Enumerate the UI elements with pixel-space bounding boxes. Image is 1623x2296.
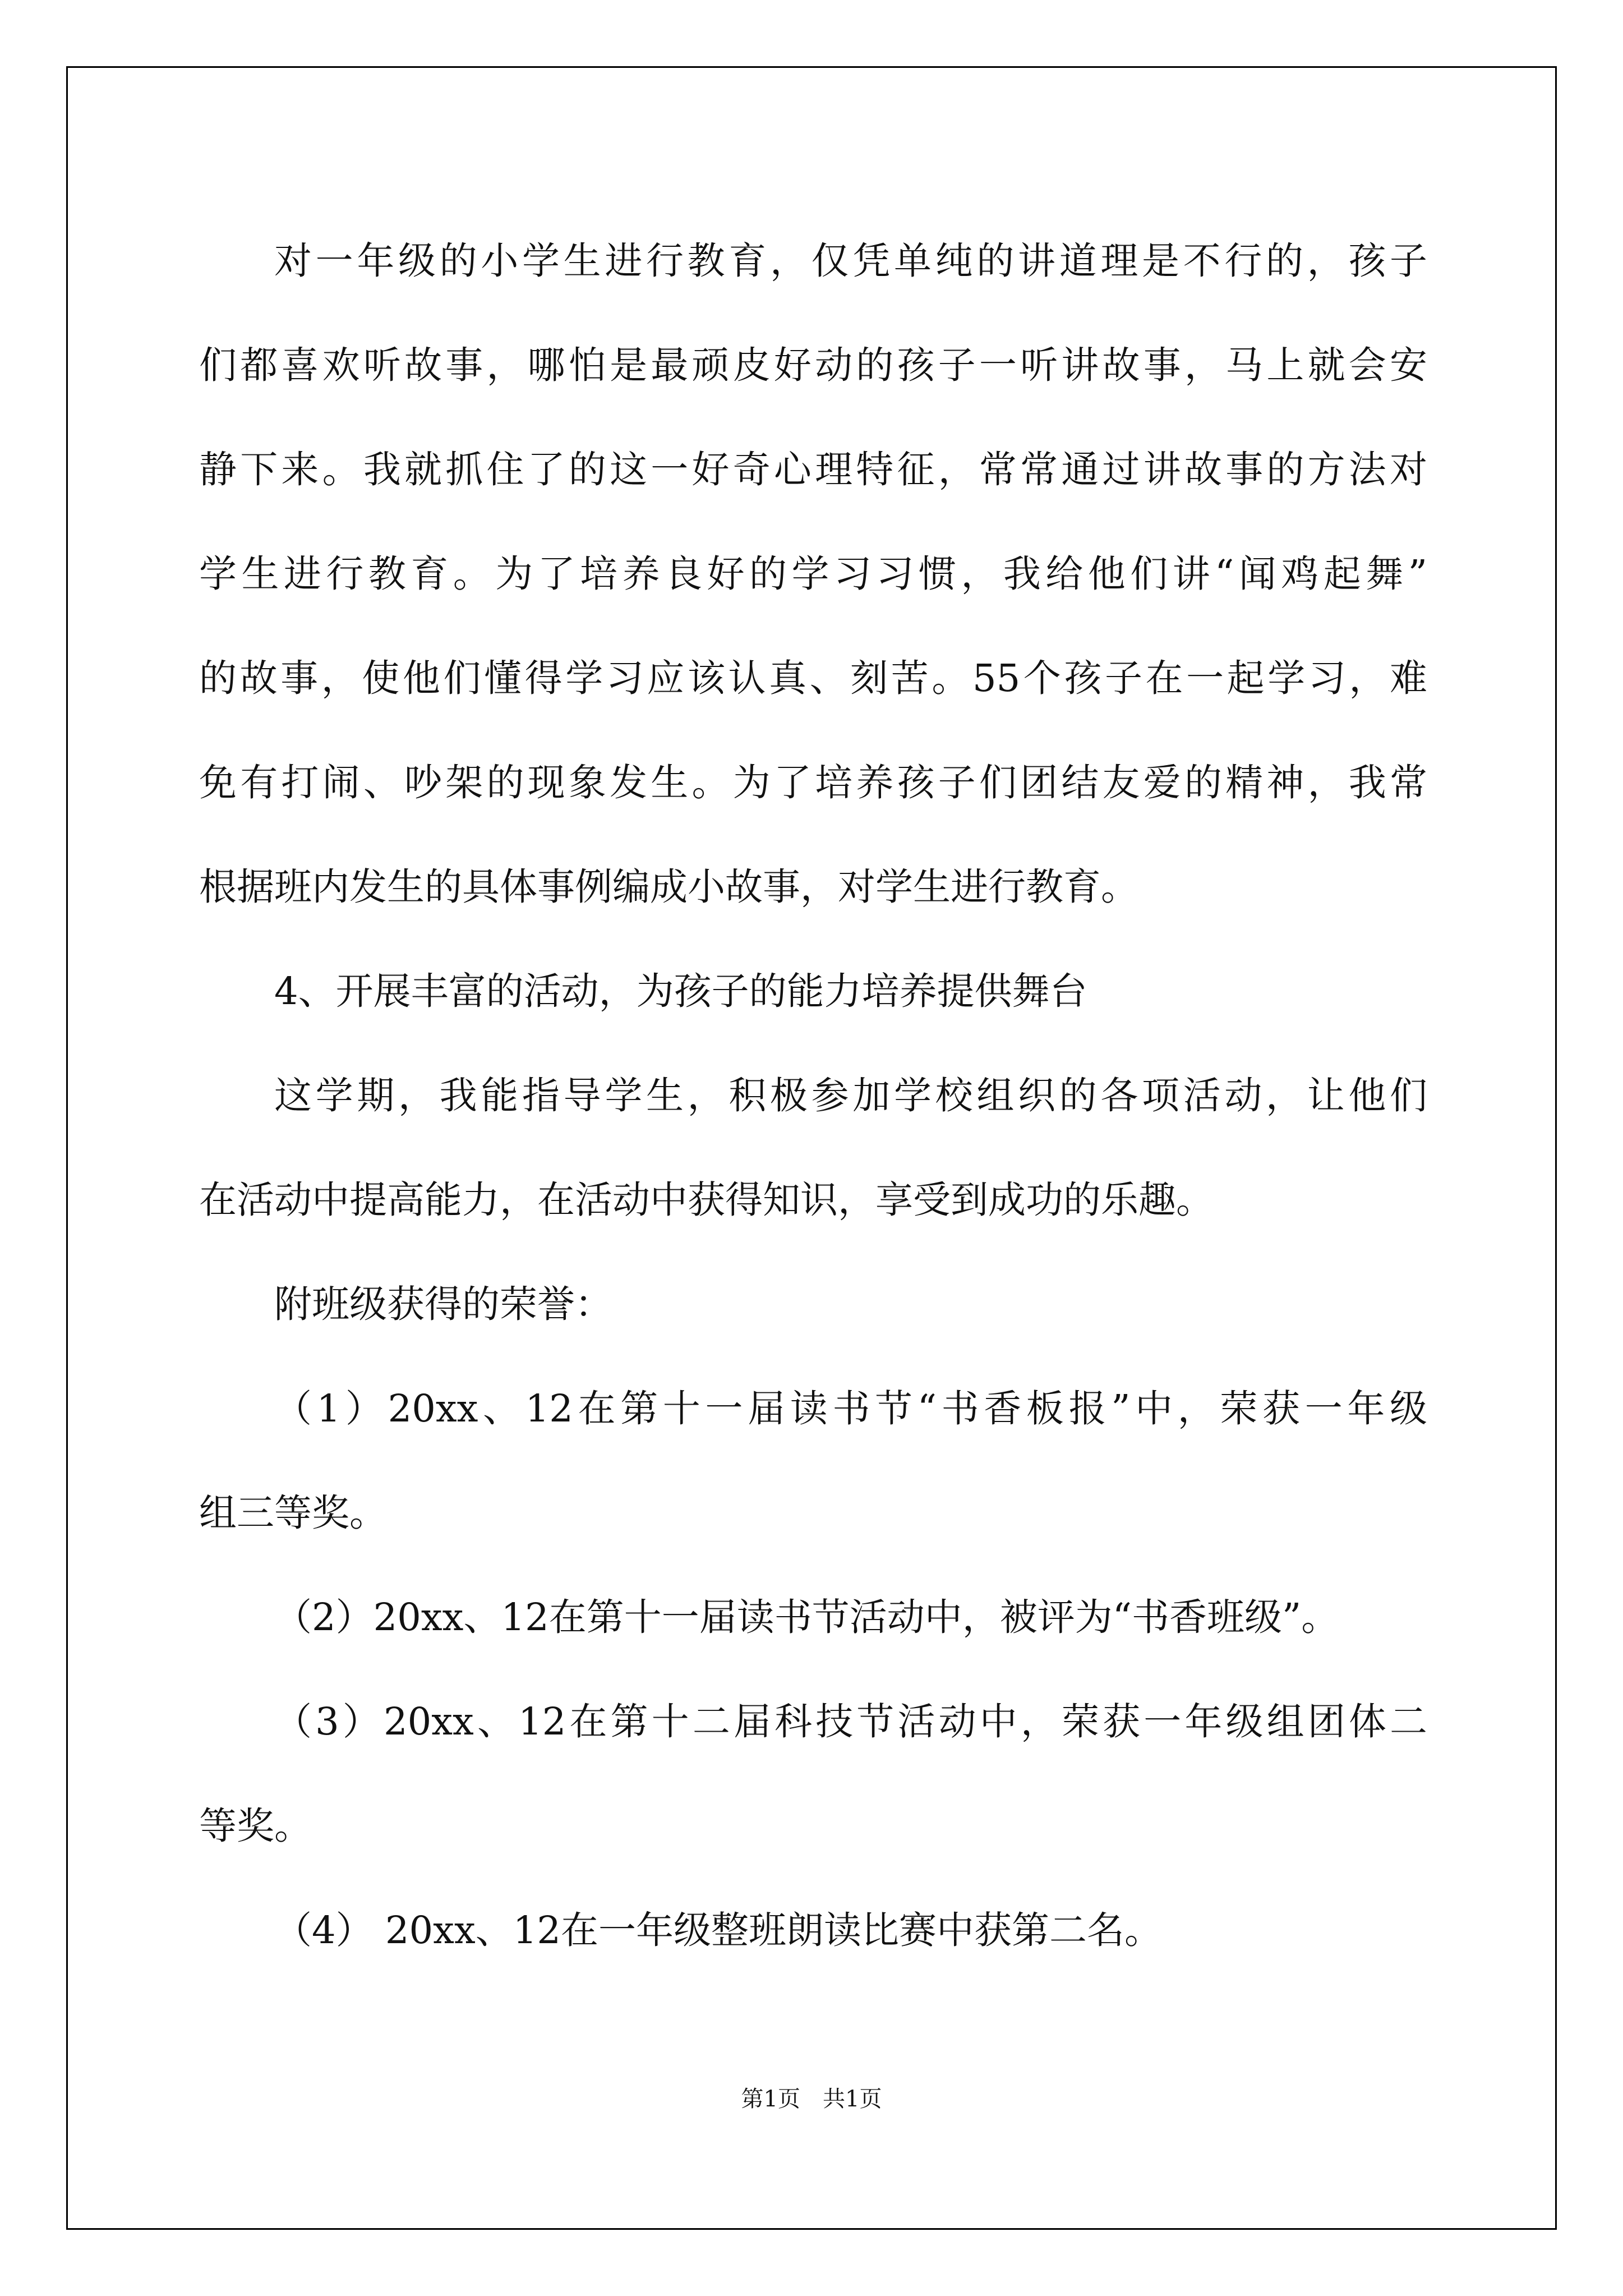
honor-item-continuation: 组三等奖。 (199, 1491, 387, 1535)
paragraph-line: 在活动中提高能力，在活动中获得知识，享受到成功的乐趣。 (199, 1178, 1214, 1222)
paragraph-line: 学生进行教育。为了培养良好的学习习惯，我给他们讲“闻鸡起舞” (199, 552, 1427, 596)
honor-item: （2）20xx、12在第十一届读书节活动中，被评为“书香班级”。 (274, 1595, 1339, 1639)
section-heading: 4、开展丰富的活动，为孩子的能力培养提供舞台 (274, 969, 1087, 1013)
paragraph-line: 对一年级的小学生进行教育，仅凭单纯的讲道理是不行的，孩子 (274, 239, 1427, 283)
document-body (199, 209, 1427, 1982)
paragraph-line: 们都喜欢听故事，哪怕是最顽皮好动的孩子一听讲故事，马上就会安 (199, 343, 1427, 387)
page-total: 共1页 (823, 2086, 882, 2112)
paragraph-line: 这学期，我能指导学生，积极参加学校组织的各项活动，让他们 (274, 1074, 1427, 1117)
page-footer (0, 2081, 1623, 2113)
paragraph-line: 根据班内发生的具体事例编成小故事，对学生进行教育。 (199, 865, 1138, 909)
paragraph-line: 免有打闹、吵架的现象发生。为了培养孩子们团结友爱的精神，我常 (199, 761, 1427, 804)
honor-item: （4） 20xx、12在一年级整班朗读比赛中获第二名。 (274, 1908, 1163, 1952)
page-number: 第1页 (741, 2086, 800, 2112)
honor-item-continuation: 等奖。 (199, 1804, 312, 1848)
paragraph-line: 的故事，使他们懂得学习应该认真、刻苦。55个孩子在一起学习，难 (199, 656, 1427, 700)
paragraph-line: 静下来。我就抓住了的这一好奇心理特征，常常通过讲故事的方法对 (199, 448, 1427, 491)
honors-heading: 附班级获得的荣誉： (274, 1282, 612, 1326)
honor-item: （1）20xx、12在第十一届读书节“书香板报”中，荣获一年级 (274, 1387, 1427, 1430)
honor-item: （3）20xx、12在第十二届科技节活动中，荣获一年级组团体二 (274, 1700, 1427, 1743)
